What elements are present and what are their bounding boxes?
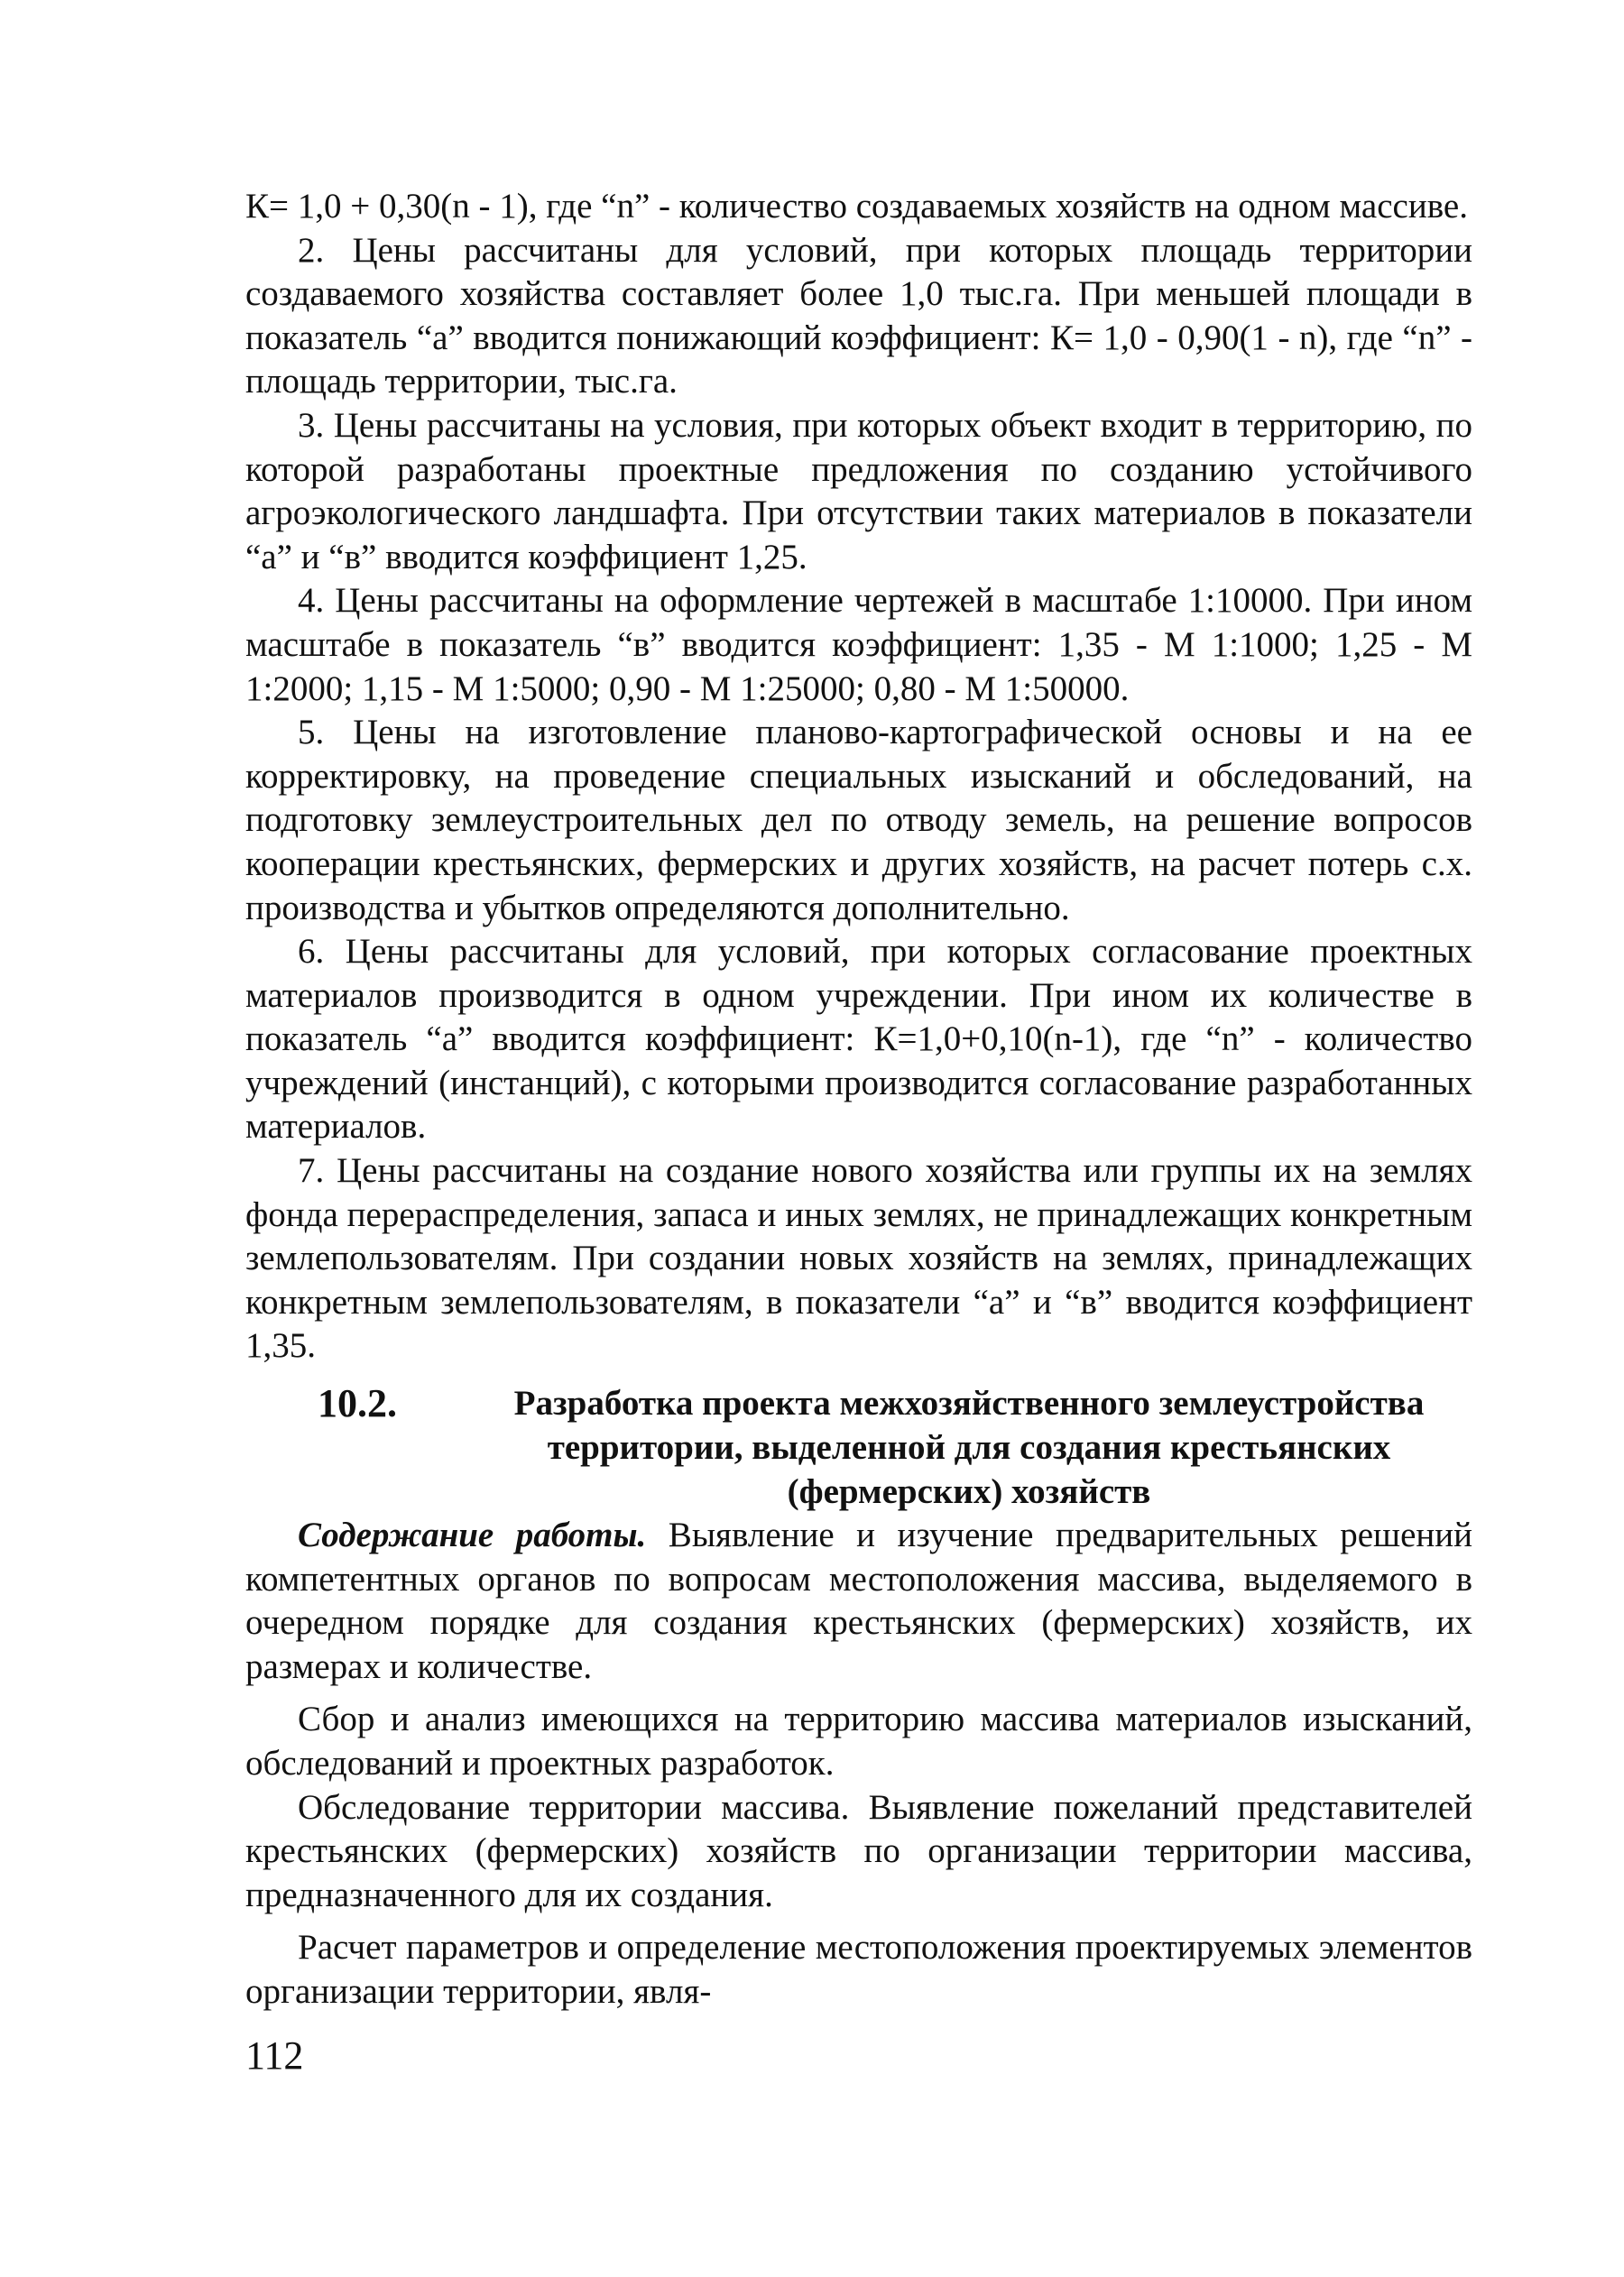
page-body	[245, 185, 1472, 2014]
paragraph-note-5: 5. Цены на изготовление планово-картографической основы и на ее корректировку, на проведение специальных изысканий и обследований, на подготовку землеустроительных дел по отводу земель, на решение вопросов кооперации крестьянских, фермерских и других хозяйств, на расчет потерь с.х. производства и убытков определяются дополнительно.	[245, 713, 1472, 927]
paragraph-survey: Обследование территории массива. Выявление пожеланий представителей крестьянских (фермерских) хозяйств по организации территории массива, предназначенного для их создания.	[245, 1787, 1472, 1914]
page-number: 112	[245, 2033, 304, 2078]
paragraph-content-lead	[245, 1514, 1472, 1689]
content-lead-label: Содержание работы.	[298, 1516, 647, 1555]
paragraph-calculation: Расчет параметров и определение местоположения проектируемых элементов организации территории, явля-	[245, 1928, 1472, 2011]
notes-block	[245, 185, 1472, 1369]
paragraph-note-7: 7. Цены рассчитаны на создание нового хозяйства или группы их на землях фонда перераспределения, запаса и иных землях, не принадлежащих конкретным землепользователям. При создании новых хозяйств на землях, принадлежащих конкретным землепользователям, в показатели “а” и “в” вводится коэффициент 1,35.	[245, 1151, 1472, 1366]
section-heading	[245, 1381, 1472, 1514]
paragraph-note-6: 6. Цены рассчитаны для условий, при которых согласование проектных материалов производится в одном учреждении. При ином их количестве в показатель “а” вводится коэффициент: К=1,0+0,10(n-1), где “n” - количество учреждений (инстанций), с которыми производится согласование разработанных материалов.	[245, 932, 1472, 1147]
section-number: 10.2.	[318, 1381, 397, 1426]
paragraph-note-3: 3. Цены рассчитаны на условия, при которых объект входит в территорию, по которой разработаны проектные предложения по созданию устойчивого агроэкологического ландшафта. При отсутствии таких материалов в показатели “а” и “в” вводится коэффициент 1,25.	[245, 405, 1472, 576]
content-lead-text: Выявление и изучение предварительных решений компетентных органов по вопросам местоположения массива, выделяемого в очередном порядке для создания крестьянских (фермерских) хозяйств, их размерах и количестве.	[245, 1516, 1472, 1686]
paragraph-formula-continuation: К= 1,0 + 0,30(n - 1), где “n” - количество создаваемых хозяйств на одном массиве.	[245, 187, 1468, 226]
content-block	[245, 1514, 1472, 2014]
section-title: Разработка проекта межхозяйственного землеустройства территории, выделенной для создания крестьянских (фермерских) хозяйств	[513, 1384, 1425, 1512]
paragraph-note-4: 4. Цены рассчитаны на оформление чертежей в масштабе 1:10000. При ином масштабе в показатель “в” вводится коэффициент: 1,35 - М 1:1000; 1,25 - М 1:2000; 1,15 - М 1:5000; 0,90 - М 1:25000; 0,80 - М 1:50000.	[245, 581, 1472, 708]
paragraph-note-2: 2. Цены рассчитаны для условий, при которых площадь территории создаваемого хозяйства составляет более 1,0 тыс.га. При меньшей площади в показатель “а” вводится понижающий коэффициент: К= 1,0 - 0,90(1 - n), где “n” - площадь территории, тыс.га.	[245, 230, 1472, 401]
paragraph-materials: Сбор и анализ имеющихся на территорию массива материалов изысканий, обследований и проектных разработок.	[245, 1700, 1472, 1783]
